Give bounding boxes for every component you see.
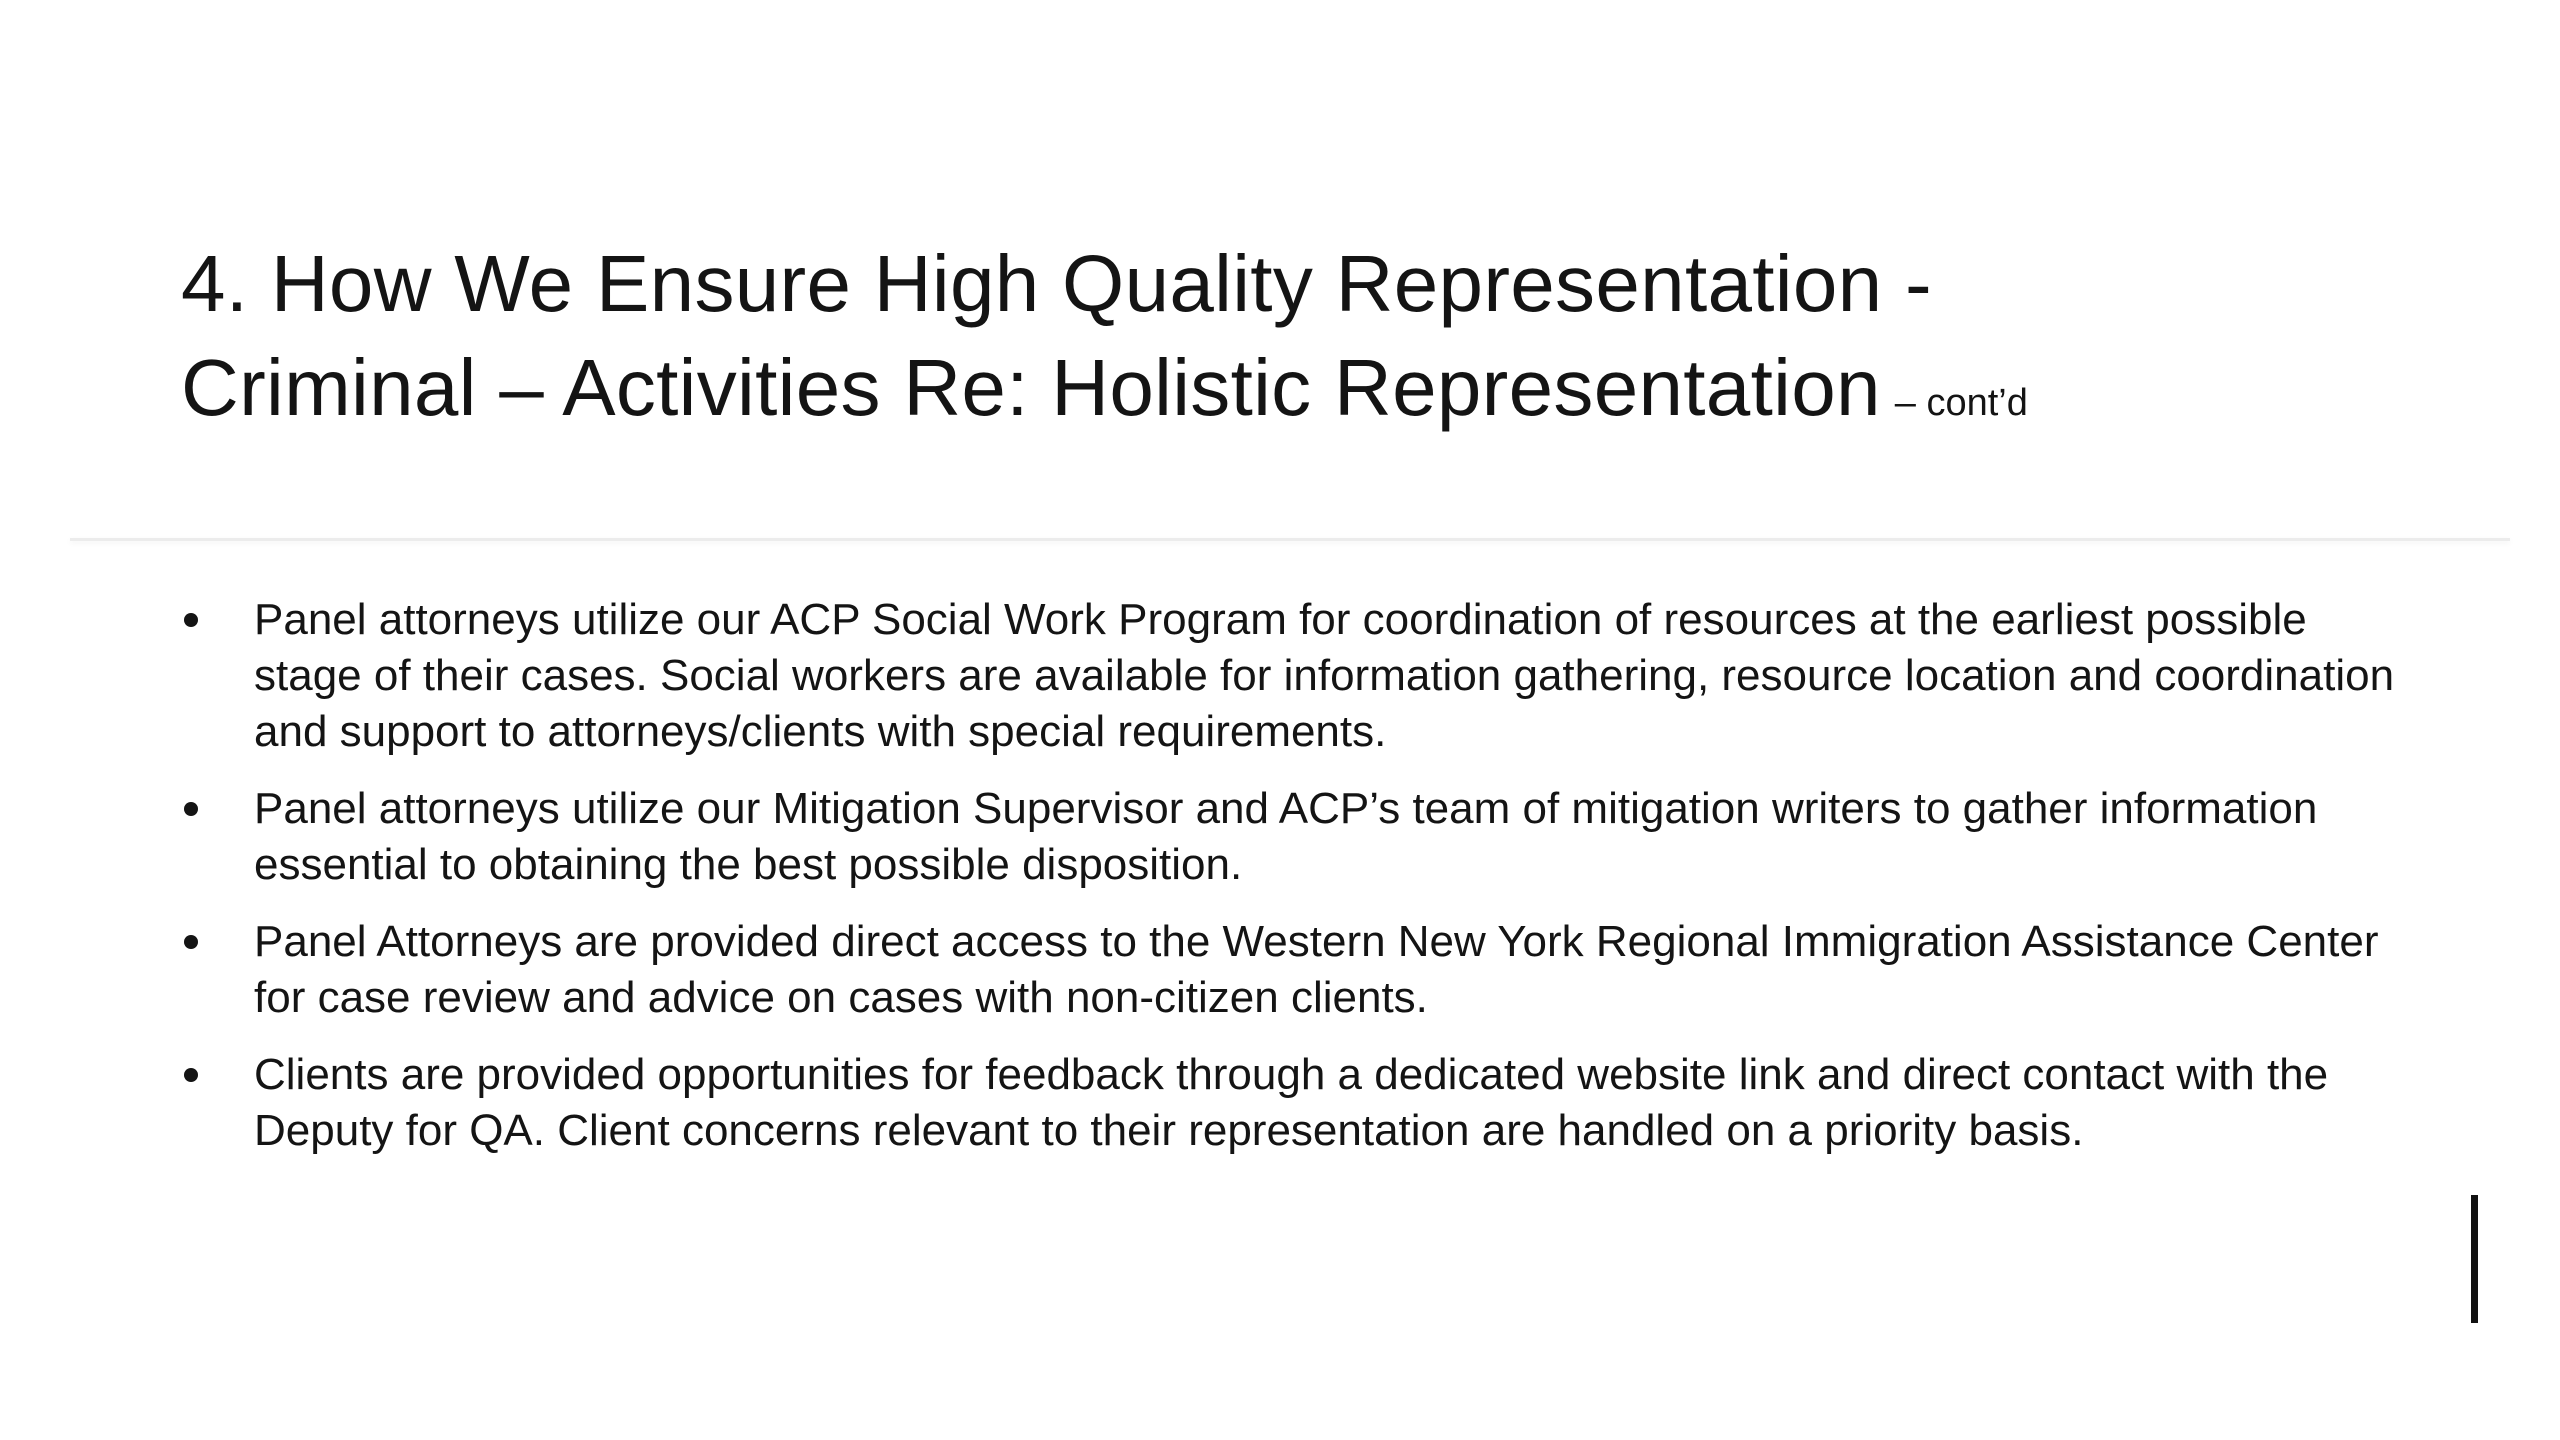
title-suffix: – cont’d	[1894, 382, 2028, 424]
bullet-text: Panel Attorneys are provided direct access to the Western New York Regional Immigration Assistance Center for case review and advice on cases with non-citizen clients.	[254, 917, 2379, 1022]
bullet-item-mitigation	[181, 781, 2401, 893]
bullet-list	[181, 592, 2401, 1180]
bullet-item-social-work	[181, 592, 2401, 760]
title-divider	[70, 538, 2510, 541]
text-cursor-bar	[2471, 1195, 2478, 1323]
bullet-icon	[184, 613, 198, 627]
bullet-text: Panel attorneys utilize our Mitigation Supervisor and ACP’s team of mitigation writers to gather information essential to obtaining the best possible disposition.	[254, 784, 2318, 889]
bullet-text: Panel attorneys utilize our ACP Social Work Program for coordination of resources at the earliest possible stage of their cases. Social workers are available for information gathering, resource location and coordination and support to attorneys/clients with special requirements.	[254, 595, 2395, 756]
bullet-item-immigration	[181, 914, 2401, 1026]
bullet-icon	[184, 1068, 198, 1082]
bullet-icon	[184, 935, 198, 949]
bullet-icon	[184, 802, 198, 816]
title-line-2-wrapper	[181, 336, 2431, 455]
bullet-text: Clients are provided opportunities for feedback through a dedicated website link and direct contact with the Deputy for QA. Client concerns relevant to their representation are handled on a priority basis.	[254, 1050, 2329, 1155]
bullet-item-feedback	[181, 1047, 2401, 1159]
title-line-2: Criminal – Activities Re: Holistic Representation	[181, 343, 1881, 432]
slide-title	[181, 232, 2431, 455]
title-line-1: 4. How We Ensure High Quality Representation -	[181, 239, 1932, 328]
